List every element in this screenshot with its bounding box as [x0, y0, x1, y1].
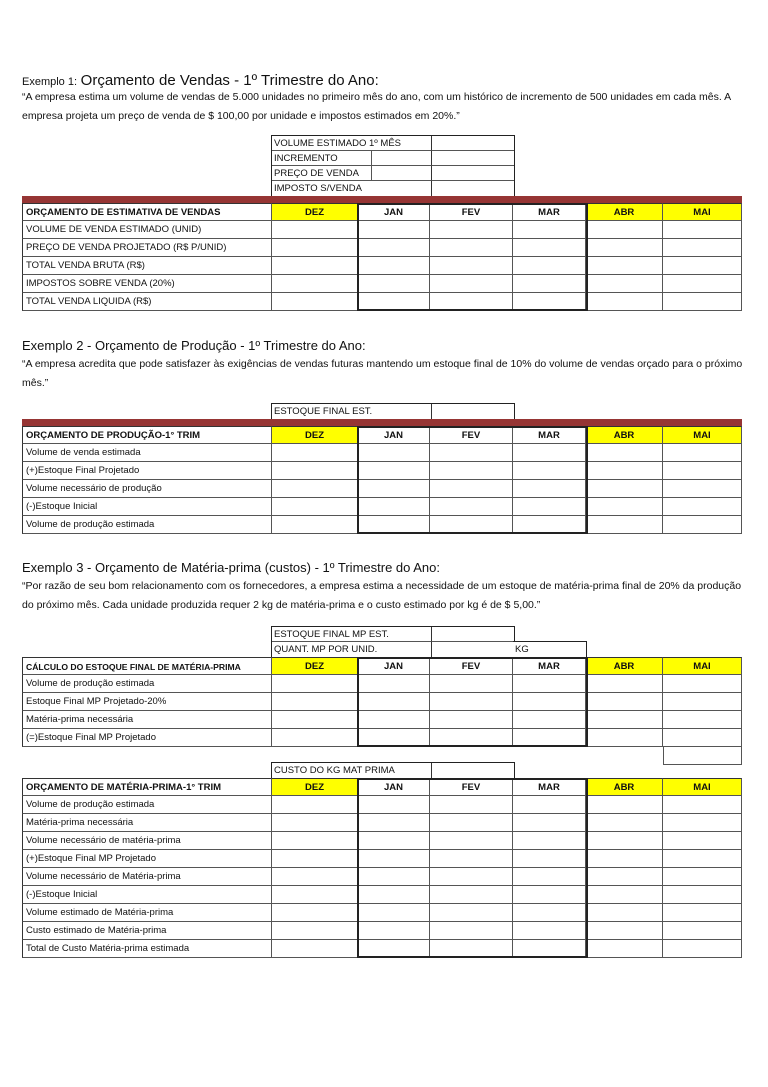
cell-jan[interactable]: [358, 498, 430, 516]
example-1-title: Orçamento de Vendas - 1º Trimestre do Ano:: [80, 72, 379, 89]
param-label: QUANT. MP POR UNID.: [272, 642, 432, 657]
cell-mai[interactable]: [663, 886, 742, 904]
example-1-quote: “A empresa estima um volume de vendas de 5.000 unidades no primeiro mês do ano, com um histórico de incremento de 500 unidades em cada mês. A empresa projeta um preço de venda de $ 100,00 por unidade e impostos estimados em 20%.”: [22, 91, 731, 122]
table-row: [22, 940, 742, 958]
table-header-row: [22, 657, 742, 675]
cell-mar[interactable]: [513, 462, 586, 480]
example-1-heading: [22, 72, 379, 89]
cell-jan[interactable]: [358, 221, 430, 239]
row-label: Matéria-prima necessária: [22, 814, 272, 832]
row-label: VOLUME DE VENDA ESTIMADO (UNID): [22, 221, 272, 239]
cell-mar[interactable]: [513, 886, 586, 904]
cell-mar[interactable]: [513, 444, 586, 462]
col-fev: FEV: [430, 203, 513, 221]
cell-fev[interactable]: [430, 444, 513, 462]
cell-jan[interactable]: [358, 462, 430, 480]
cell-jan[interactable]: [358, 868, 430, 886]
cell-jan[interactable]: [358, 480, 430, 498]
table-row: [22, 675, 742, 693]
cell-fev[interactable]: [430, 462, 513, 480]
col-mai: MAI: [663, 657, 742, 675]
cell-abr[interactable]: [586, 444, 663, 462]
ex3-cost-parameter-box: [271, 762, 515, 779]
cell-mai[interactable]: [663, 796, 742, 814]
cell-mai[interactable]: [663, 293, 742, 311]
param-value-input[interactable]: [432, 404, 514, 419]
cell-mai[interactable]: [663, 832, 742, 850]
cell-abr[interactable]: [586, 516, 663, 534]
cell-dez[interactable]: [272, 886, 358, 904]
row-label: Volume necessário de Matéria-prima: [22, 868, 272, 886]
col-dez: DEZ: [272, 203, 358, 221]
cell-dez[interactable]: [272, 675, 358, 693]
cell-jan[interactable]: [358, 940, 430, 958]
cell-mai[interactable]: [663, 940, 742, 958]
cell-mai[interactable]: [663, 516, 742, 534]
param-value-input[interactable]: [432, 763, 514, 778]
cell-fev[interactable]: [430, 922, 513, 940]
cell-mar[interactable]: [513, 729, 586, 747]
cell-fev[interactable]: [430, 257, 513, 275]
cell-jan[interactable]: [358, 257, 430, 275]
cell-mai[interactable]: [663, 257, 742, 275]
cell-mai[interactable]: [663, 275, 742, 293]
param-label: PREÇO DE VENDA: [272, 166, 372, 181]
row-label: (-)Estoque Inicial: [22, 886, 272, 904]
cell-abr[interactable]: [586, 868, 663, 886]
col-mai: MAI: [663, 778, 742, 796]
param-value-input[interactable]: [432, 136, 514, 151]
row-label: Volume de produção estimada: [22, 796, 272, 814]
cell-dez[interactable]: [272, 850, 358, 868]
table-row: [22, 711, 742, 729]
cell-abr[interactable]: [586, 886, 663, 904]
cell-mar[interactable]: [513, 868, 586, 886]
cell-abr[interactable]: [586, 904, 663, 922]
cell-fev[interactable]: [430, 814, 513, 832]
cell-abr[interactable]: [586, 729, 663, 747]
cell-mar[interactable]: [513, 940, 586, 958]
ex3-parameters-box: [271, 626, 515, 658]
row-label: Estoque Final MP Projetado-20%: [22, 693, 272, 711]
table-header-row: [22, 778, 742, 796]
row-label: Total de Custo Matéria-prima estimada: [22, 940, 272, 958]
cell-abr[interactable]: [586, 832, 663, 850]
col-fev: FEV: [430, 426, 513, 444]
param-label: CUSTO DO KG MAT PRIMA: [272, 763, 432, 778]
row-label: Matéria-prima necessária: [22, 711, 272, 729]
cell-mar[interactable]: [513, 257, 586, 275]
col-mar: MAR: [513, 203, 586, 221]
cell-mai[interactable]: [663, 711, 742, 729]
col-dez: DEZ: [272, 778, 358, 796]
col-mar: MAR: [513, 426, 586, 444]
table-row: [22, 886, 742, 904]
cell-jan[interactable]: [358, 516, 430, 534]
cell-mai[interactable]: [663, 221, 742, 239]
cell-mar[interactable]: [513, 922, 586, 940]
cell-jan[interactable]: [358, 904, 430, 922]
cell-mai[interactable]: [663, 498, 742, 516]
table-row: [22, 275, 742, 293]
table-divider-bar: [22, 419, 742, 426]
cell-dez[interactable]: [272, 257, 358, 275]
cell-mai[interactable]: [663, 444, 742, 462]
col-mai: MAI: [663, 203, 742, 221]
cell-mar[interactable]: [513, 850, 586, 868]
cell-abr[interactable]: [586, 940, 663, 958]
cell-mar[interactable]: [513, 221, 586, 239]
cell-jan[interactable]: [358, 444, 430, 462]
example-3-title: Exemplo 3 - Orçamento de Matéria-prima (custos) - 1º Trimestre do Ano:: [22, 560, 441, 575]
param-value-input[interactable]: [432, 181, 514, 196]
row-label: Volume estimado de Matéria-prima: [22, 904, 272, 922]
table-row: [22, 480, 742, 498]
cell-fev[interactable]: [430, 940, 513, 958]
cell-dez[interactable]: [272, 814, 358, 832]
cell-jan[interactable]: [358, 796, 430, 814]
cell-dez[interactable]: [272, 498, 358, 516]
cell-fev[interactable]: [430, 516, 513, 534]
row-label: Volume de produção estimada: [22, 675, 272, 693]
cell-dez[interactable]: [272, 940, 358, 958]
cell-mai[interactable]: [663, 729, 742, 747]
cell-fev[interactable]: [430, 868, 513, 886]
cell-dez[interactable]: [272, 922, 358, 940]
cell-dez[interactable]: [272, 729, 358, 747]
table-row: [22, 257, 742, 275]
unit-box: [513, 641, 587, 658]
cell-fev[interactable]: [430, 498, 513, 516]
table-row: [22, 221, 742, 239]
cell-mar[interactable]: [513, 293, 586, 311]
table-title: ORÇAMENTO DE ESTIMATIVA DE VENDAS: [22, 203, 272, 221]
cell-abr[interactable]: [586, 221, 663, 239]
col-jan: JAN: [358, 778, 430, 796]
cell-abr[interactable]: [586, 257, 663, 275]
table-row: [22, 462, 742, 480]
param-value-input[interactable]: [432, 642, 514, 657]
table-row: [22, 498, 742, 516]
cell-mar[interactable]: [513, 904, 586, 922]
cell-dez[interactable]: [272, 239, 358, 257]
cell-mai-extra[interactable]: [663, 747, 742, 765]
table-header-row: [22, 203, 742, 221]
cell-mar[interactable]: [513, 516, 586, 534]
cell-abr[interactable]: [586, 711, 663, 729]
cell-jan[interactable]: [358, 711, 430, 729]
col-dez: DEZ: [272, 426, 358, 444]
param-value-input[interactable]: [432, 151, 514, 166]
col-jan: JAN: [358, 426, 430, 444]
cell-jan[interactable]: [358, 675, 430, 693]
row-label: TOTAL VENDA BRUTA (R$): [22, 257, 272, 275]
cell-abr[interactable]: [586, 275, 663, 293]
table-title: ORÇAMENTO DE PRODUÇÃO-1° TRIM: [22, 426, 272, 444]
cell-dez[interactable]: [272, 832, 358, 850]
example-2-quote: “A empresa acredita que pode satisfazer às exigências de vendas futuras mantendo um estoque final de 10% do volume de vendas orçado para o próximo mês.”: [22, 358, 743, 389]
table-row: [22, 729, 742, 747]
cell-fev[interactable]: [430, 675, 513, 693]
param-label: VOLUME ESTIMADO 1º MÊS: [272, 136, 432, 151]
param-value-input[interactable]: [432, 627, 514, 642]
cell-mai[interactable]: [663, 462, 742, 480]
cell-mar[interactable]: [513, 832, 586, 850]
table-divider-bar: [22, 196, 742, 203]
cell-dez[interactable]: [272, 904, 358, 922]
table-row: [22, 814, 742, 832]
col-abr: ABR: [586, 657, 663, 675]
cell-fev[interactable]: [430, 904, 513, 922]
row-label: (+)Estoque Final Projetado: [22, 462, 272, 480]
cell-fev[interactable]: [430, 711, 513, 729]
table-row: [22, 293, 742, 311]
param-spacer: [372, 151, 432, 166]
param-spacer: [372, 166, 432, 181]
row-label: (-)Estoque Inicial: [22, 498, 272, 516]
cell-abr[interactable]: [586, 239, 663, 257]
param-label: INCREMENTO: [272, 151, 372, 166]
param-label: ESTOQUE FINAL EST.: [272, 404, 432, 419]
param-value-input[interactable]: [432, 166, 514, 181]
cell-mar[interactable]: [513, 480, 586, 498]
cell-abr[interactable]: [586, 796, 663, 814]
cell-mai[interactable]: [663, 814, 742, 832]
cell-jan[interactable]: [358, 693, 430, 711]
cell-abr[interactable]: [586, 693, 663, 711]
cell-fev[interactable]: [430, 239, 513, 257]
row-label: TOTAL VENDA LIQUIDA (R$): [22, 293, 272, 311]
cell-fev[interactable]: [430, 886, 513, 904]
cell-dez[interactable]: [272, 293, 358, 311]
cell-fev[interactable]: [430, 293, 513, 311]
cell-jan[interactable]: [358, 832, 430, 850]
cell-dez[interactable]: [272, 480, 358, 498]
table-header-row: [22, 426, 742, 444]
ex2-parameters-box: [271, 403, 515, 420]
col-fev: FEV: [430, 778, 513, 796]
cell-mai[interactable]: [663, 675, 742, 693]
row-label: Volume de venda estimada: [22, 444, 272, 462]
table-row: [22, 922, 742, 940]
cell-jan[interactable]: [358, 886, 430, 904]
cell-jan[interactable]: [358, 814, 430, 832]
example-3-quote: “Por razão de seu bom relacionamento com os fornecedores, a empresa estima a necessidade de um estoque de matéria-prima final de 20% da produção do próximo mês. Cada unidade produzida requer 2 kg de matéria-prima e o custo estimado por kg é de $ 5,00.”: [22, 580, 742, 611]
cell-mar[interactable]: [513, 498, 586, 516]
cell-mar[interactable]: [513, 693, 586, 711]
cell-jan[interactable]: [358, 275, 430, 293]
cell-mar[interactable]: [513, 275, 586, 293]
cell-mar[interactable]: [513, 796, 586, 814]
cell-mai[interactable]: [663, 693, 742, 711]
cell-fev[interactable]: [430, 221, 513, 239]
cell-jan[interactable]: [358, 850, 430, 868]
cell-fev[interactable]: [430, 850, 513, 868]
cell-fev[interactable]: [430, 693, 513, 711]
cell-dez[interactable]: [272, 221, 358, 239]
table-row: [22, 516, 742, 534]
cell-mai[interactable]: [663, 850, 742, 868]
cell-fev[interactable]: [430, 729, 513, 747]
example-1-prefix: Exemplo 1:: [22, 76, 78, 88]
col-jan: JAN: [358, 203, 430, 221]
row-label: Volume necessário de produção: [22, 480, 272, 498]
cell-mar[interactable]: [513, 675, 586, 693]
cell-mai[interactable]: [663, 904, 742, 922]
table-row: [22, 693, 742, 711]
col-abr: ABR: [586, 426, 663, 444]
cell-abr[interactable]: [586, 922, 663, 940]
param-label: IMPOSTO S/VENDA: [272, 181, 432, 196]
table-row: [22, 850, 742, 868]
cell-mar[interactable]: [513, 814, 586, 832]
row-label: Custo estimado de Matéria-prima: [22, 922, 272, 940]
table-title: ORÇAMENTO DE MATÉRIA-PRIMA-1° TRIM: [22, 778, 272, 796]
cell-dez[interactable]: [272, 275, 358, 293]
cell-jan[interactable]: [358, 239, 430, 257]
example-2-title: Exemplo 2 - Orçamento de Produção - 1º Trimestre do Ano:: [22, 338, 366, 353]
cell-abr[interactable]: [586, 462, 663, 480]
cell-dez[interactable]: [272, 796, 358, 814]
row-label: PREÇO DE VENDA PROJETADO (R$ P/UNID): [22, 239, 272, 257]
cell-mai[interactable]: [663, 868, 742, 886]
row-label: (+)Estoque Final MP Projetado: [22, 850, 272, 868]
cell-dez[interactable]: [272, 693, 358, 711]
table-title: CÁLCULO DO ESTOQUE FINAL DE MATÉRIA-PRIMA: [22, 657, 272, 675]
col-dez: DEZ: [272, 657, 358, 675]
row-label: (=)Estoque Final MP Projetado: [22, 729, 272, 747]
cell-abr[interactable]: [586, 814, 663, 832]
cell-fev[interactable]: [430, 275, 513, 293]
table-row: [22, 868, 742, 886]
param-label: ESTOQUE FINAL MP EST.: [272, 627, 432, 642]
cell-dez[interactable]: [272, 868, 358, 886]
cell-dez[interactable]: [272, 516, 358, 534]
cell-dez[interactable]: [272, 462, 358, 480]
cell-fev[interactable]: [430, 480, 513, 498]
table-row: [22, 444, 742, 462]
ex1-parameters-box: [271, 135, 515, 197]
col-abr: ABR: [586, 778, 663, 796]
cell-mar[interactable]: [513, 711, 586, 729]
cell-mar[interactable]: [513, 239, 586, 257]
cell-jan[interactable]: [358, 293, 430, 311]
cell-abr[interactable]: [586, 498, 663, 516]
cell-abr[interactable]: [586, 675, 663, 693]
col-abr: ABR: [586, 203, 663, 221]
cell-dez[interactable]: [272, 711, 358, 729]
table-row: [22, 796, 742, 814]
table-row: [22, 832, 742, 850]
col-fev: FEV: [430, 657, 513, 675]
cell-mai[interactable]: [663, 480, 742, 498]
cell-jan[interactable]: [358, 922, 430, 940]
col-jan: JAN: [358, 657, 430, 675]
cell-mai[interactable]: [663, 239, 742, 257]
cell-abr[interactable]: [586, 850, 663, 868]
cell-fev[interactable]: [430, 832, 513, 850]
table-row: [22, 239, 742, 257]
col-mai: MAI: [663, 426, 742, 444]
cell-abr[interactable]: [586, 293, 663, 311]
unit-label: KG: [515, 644, 529, 655]
row-label: Volume de produção estimada: [22, 516, 272, 534]
col-mar: MAR: [513, 657, 586, 675]
cell-mai[interactable]: [663, 922, 742, 940]
col-mar: MAR: [513, 778, 586, 796]
row-label: IMPOSTOS SOBRE VENDA (20%): [22, 275, 272, 293]
row-label: Volume necessário de matéria-prima: [22, 832, 272, 850]
cell-dez[interactable]: [272, 444, 358, 462]
table-row: [22, 904, 742, 922]
cell-fev[interactable]: [430, 796, 513, 814]
cell-jan[interactable]: [358, 729, 430, 747]
cell-abr[interactable]: [586, 480, 663, 498]
